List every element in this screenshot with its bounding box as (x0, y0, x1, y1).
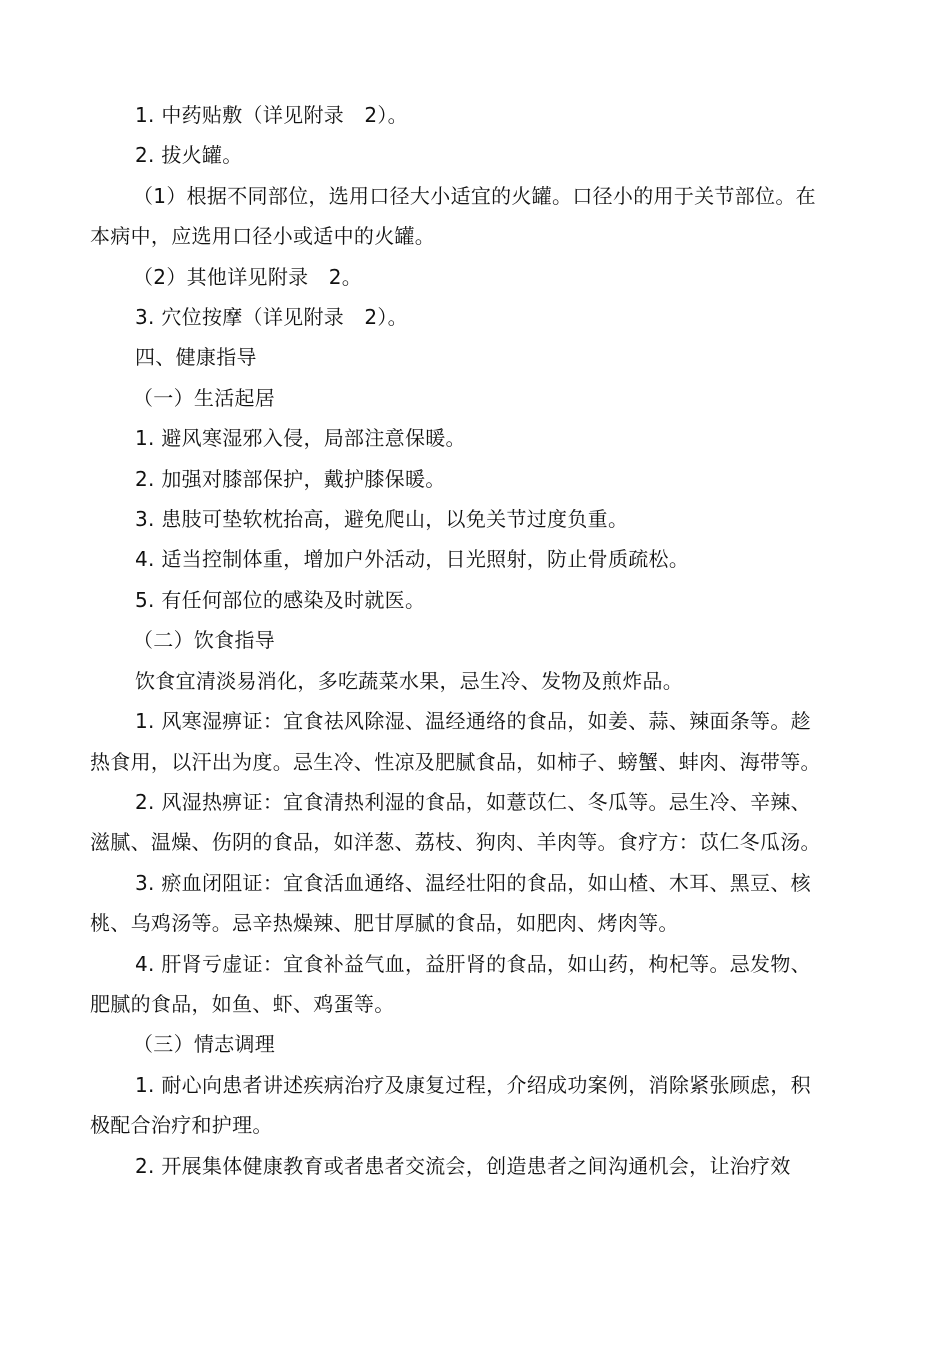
paragraph-cupping-detail-2: （2）其他详见附录 2。 (133, 264, 363, 289)
subsection-heading-emotion: （三）情志调理 (133, 1032, 276, 1057)
paragraph-cupping-detail-1: （1）根据不同部位，选用口径大小适宜的火罐。口径小的用于关节部位。在本病中，应选用口径小或适中的火罐。 (90, 183, 816, 249)
paragraph-diet-2: 2. 风湿热痹证：宜食清热利湿的食品，如薏苡仁、冬瓜等。忌生冷、辛辣、滋腻、温燥、伤阴的食品，如洋葱、荔枝、狗肉、羊肉等。食疗方：苡仁冬瓜汤。 (90, 789, 821, 855)
paragraph-emotion-1: 1. 耐心向患者讲述疾病治疗及康复过程，介绍成功案例，消除紧张顾虑，积极配合治疗和护理。 (90, 1072, 811, 1138)
subsection-heading-diet: （二）饮食指导 (133, 628, 276, 653)
paragraph-daily-life-4: 4. 适当控制体重，增加户外活动，日光照射，防止骨质疏松。 (135, 547, 690, 572)
document-body (90, 95, 830, 1186)
paragraph-item-cupping: 2. 拔火罐。 (135, 143, 243, 168)
section-heading-health-guidance: 四、健康指导 (135, 345, 257, 370)
paragraph-diet-4: 4. 肝肾亏虚证：宜食补益气血，益肝肾的食品，如山药，枸杞等。忌发物、肥腻的食品，如鱼、虾、鸡蛋等。 (90, 951, 811, 1016)
paragraph-daily-life-5: 5. 有任何部位的感染及时就医。 (135, 587, 426, 612)
subsection-heading-daily-life: （一）生活起居 (133, 385, 276, 410)
paragraph-diet-general: 饮食宜清淡易消化，多吃蔬菜水果，忌生冷、发物及煎炸品。 (135, 668, 684, 693)
paragraph-diet-3: 3. 瘀血闭阻证：宜食活血通络、温经壮阳的食品，如山楂、木耳、黑豆、核桃、乌鸡汤等。忌辛热燥辣、肥甘厚腻的食品，如肥肉、烤肉等。 (90, 870, 811, 936)
paragraph-emotion-2: 2. 开展集体健康教育或者患者交流会，创造患者之间沟通机会，让治疗效 (135, 1153, 791, 1178)
paragraph-diet-1: 1. 风寒湿痹证：宜食祛风除湿、温经通络的食品，如姜、蒜、辣面条等。趁热食用，以汗出为度。忌生冷、性凉及肥腻食品，如柿子、螃蟹、蚌肉、海带等。 (90, 709, 821, 774)
paragraph-daily-life-1: 1. 避风寒湿邪入侵，局部注意保暖。 (135, 426, 466, 451)
paragraph-item-acupoint-massage: 3. 穴位按摩（详见附录 2）。 (135, 305, 408, 330)
paragraph-item-tcm-plaster: 1. 中药贴敷（详见附录 2）。 (135, 103, 408, 127)
paragraph-daily-life-3: 3. 患肢可垫软枕抬高，避免爬山，以免关节过度负重。 (135, 507, 629, 532)
paragraph-daily-life-2: 2. 加强对膝部保护，戴护膝保暖。 (135, 466, 446, 491)
